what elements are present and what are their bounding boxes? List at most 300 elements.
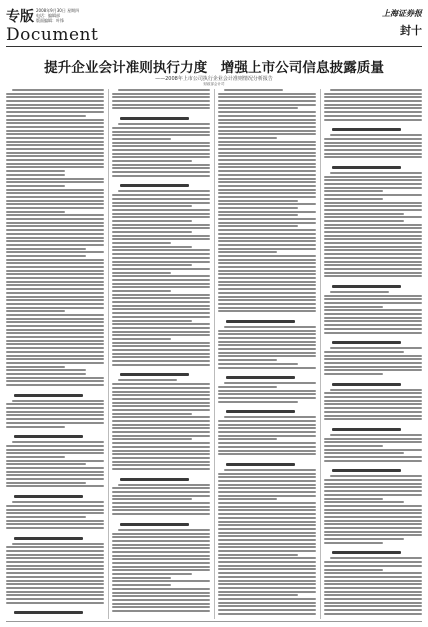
text-line-mark xyxy=(112,584,171,586)
text-line-mark xyxy=(6,196,104,198)
text-line-mark xyxy=(324,411,422,413)
text-line-mark xyxy=(6,557,104,559)
text-line-mark xyxy=(218,521,316,523)
text-line-mark xyxy=(6,460,104,462)
text-line-mark xyxy=(112,431,210,433)
text-line-mark xyxy=(218,100,316,102)
text-line-mark xyxy=(324,498,383,500)
paragraph-gap xyxy=(112,472,210,475)
text-line-mark xyxy=(218,307,316,309)
text-line-mark xyxy=(112,167,210,169)
text-line-mark xyxy=(112,540,210,542)
text-line-mark xyxy=(218,506,316,508)
text-line-mark xyxy=(324,104,422,106)
text-line-mark xyxy=(6,248,86,250)
text-line-mark xyxy=(324,523,422,525)
text-line-mark xyxy=(218,528,316,530)
text-line-mark xyxy=(218,141,316,143)
text-line-mark xyxy=(6,115,86,117)
text-line-mark xyxy=(324,261,422,263)
text-line-mark xyxy=(324,306,383,308)
text-line-mark xyxy=(112,286,210,288)
text-line-mark xyxy=(112,491,210,493)
text-line-mark xyxy=(112,257,210,259)
text-line-mark xyxy=(6,170,65,172)
text-line-mark xyxy=(112,279,210,281)
text-line-mark xyxy=(218,93,316,95)
text-line-mark xyxy=(112,238,210,240)
text-line-mark xyxy=(324,452,404,454)
text-line-mark xyxy=(218,155,316,157)
text-line-mark xyxy=(324,483,422,485)
text-line-mark xyxy=(218,337,316,339)
text-line-mark xyxy=(218,266,316,268)
masthead xyxy=(6,6,422,46)
text-line-mark xyxy=(218,535,316,537)
text-line-mark xyxy=(218,244,316,246)
text-line-mark xyxy=(6,299,104,301)
footer-divider xyxy=(6,621,422,622)
text-line-mark xyxy=(218,126,316,128)
text-line-mark xyxy=(218,341,316,343)
text-line-mark xyxy=(330,89,422,91)
section-heading-mark xyxy=(120,117,189,120)
text-line-mark xyxy=(324,253,422,255)
text-line-mark xyxy=(112,246,192,248)
text-line-mark xyxy=(218,137,277,139)
text-line-mark xyxy=(324,580,422,582)
text-line-mark xyxy=(324,358,422,360)
text-line-mark xyxy=(118,123,210,125)
text-line-mark xyxy=(218,163,316,165)
text-line-mark xyxy=(6,336,104,338)
text-line-mark xyxy=(218,211,316,213)
text-line-mark xyxy=(6,111,104,113)
text-line-mark xyxy=(6,225,104,227)
text-line-mark xyxy=(224,382,316,384)
text-line-mark xyxy=(324,396,422,398)
section-heading-mark xyxy=(14,537,83,540)
text-line-mark xyxy=(112,402,210,404)
text-line-mark xyxy=(112,427,210,429)
text-line-mark xyxy=(218,517,316,519)
text-line-mark xyxy=(6,422,104,424)
text-line-mark xyxy=(324,198,383,200)
text-line-mark xyxy=(224,469,316,471)
text-line-mark xyxy=(112,235,210,237)
text-line-mark xyxy=(112,588,210,590)
text-line-mark xyxy=(112,334,210,336)
paragraph-gap xyxy=(112,111,210,114)
text-line-mark xyxy=(112,261,210,263)
text-line-mark xyxy=(112,231,192,233)
text-line-mark xyxy=(330,347,422,349)
text-line-mark xyxy=(6,445,104,447)
text-line-mark xyxy=(6,214,104,216)
text-line-mark xyxy=(112,264,192,266)
text-line-mark xyxy=(112,272,171,274)
text-line-mark xyxy=(112,495,210,497)
text-line-mark xyxy=(224,416,316,418)
text-line-mark xyxy=(218,484,316,486)
text-line-mark xyxy=(6,163,104,165)
text-line-mark xyxy=(6,126,104,128)
text-line-mark xyxy=(218,200,298,202)
text-line-mark xyxy=(324,542,383,544)
text-line-mark xyxy=(6,516,86,518)
text-line-mark xyxy=(224,89,283,91)
text-column-1 xyxy=(6,89,104,619)
text-line-mark xyxy=(218,420,316,422)
text-line-mark xyxy=(6,240,104,242)
text-line-mark xyxy=(6,362,104,364)
text-line-mark xyxy=(324,268,422,270)
text-line-mark xyxy=(112,405,210,407)
text-line-mark xyxy=(324,569,383,571)
text-line-mark xyxy=(6,233,104,235)
text-line-mark xyxy=(330,475,422,477)
text-line-mark xyxy=(112,487,210,489)
text-line-mark xyxy=(324,400,422,402)
text-line-mark xyxy=(218,550,316,552)
text-line-mark xyxy=(112,562,210,564)
text-line-mark xyxy=(112,558,210,560)
text-line-mark xyxy=(112,213,210,215)
text-line-mark xyxy=(112,294,210,296)
text-line-mark xyxy=(6,384,104,386)
text-column-4 xyxy=(324,89,422,619)
text-line-mark xyxy=(6,133,104,135)
text-line-mark xyxy=(112,544,210,546)
text-line-mark xyxy=(6,512,104,514)
text-line-mark xyxy=(330,434,422,436)
text-line-mark xyxy=(324,213,404,215)
paragraph-gap xyxy=(324,545,422,548)
text-line-mark xyxy=(324,257,422,259)
text-line-mark xyxy=(218,229,316,231)
paragraph-gap xyxy=(324,463,422,466)
text-line-mark xyxy=(324,187,422,189)
text-line-mark xyxy=(6,414,104,416)
text-line-mark xyxy=(112,599,210,601)
text-line-mark xyxy=(218,292,316,294)
text-line-mark xyxy=(112,398,210,400)
text-line-mark xyxy=(324,111,422,113)
section-heading-mark xyxy=(332,166,401,169)
text-line-mark xyxy=(6,358,104,360)
text-line-mark xyxy=(324,235,422,237)
text-line-mark xyxy=(324,512,422,514)
text-line-mark xyxy=(112,145,210,147)
section-title: Document xyxy=(6,25,99,45)
text-line-mark xyxy=(218,565,316,567)
text-line-mark xyxy=(6,403,104,405)
masthead-right xyxy=(332,6,422,46)
text-line-mark xyxy=(218,502,316,504)
text-line-mark xyxy=(112,312,210,314)
text-line-mark xyxy=(324,298,422,300)
text-line-mark xyxy=(218,367,316,369)
section-heading-mark xyxy=(226,320,295,323)
text-line-mark xyxy=(324,227,422,229)
text-line-mark xyxy=(6,244,104,246)
text-line-mark xyxy=(6,463,86,465)
text-line-mark xyxy=(112,573,192,575)
text-line-mark xyxy=(112,603,210,605)
text-line-mark xyxy=(324,190,383,192)
paragraph-gap xyxy=(6,531,104,534)
text-line-mark xyxy=(112,275,210,277)
text-line-mark xyxy=(324,100,422,102)
text-line-mark xyxy=(112,551,210,553)
text-line-mark xyxy=(6,366,65,368)
paragraph-gap xyxy=(218,314,316,317)
text-line-mark xyxy=(6,329,104,331)
text-line-mark xyxy=(218,355,316,357)
text-line-mark xyxy=(112,327,210,329)
masthead-divider xyxy=(6,46,422,47)
text-line-mark xyxy=(6,565,104,567)
section-heading-mark xyxy=(226,376,295,379)
text-line-mark xyxy=(218,237,316,239)
text-line-mark xyxy=(324,415,422,417)
text-line-mark xyxy=(112,592,210,594)
text-line-mark xyxy=(324,156,422,158)
text-line-mark xyxy=(324,194,422,196)
text-line-mark xyxy=(118,379,177,381)
text-line-mark xyxy=(218,299,316,301)
text-line-mark xyxy=(218,450,316,452)
text-line-mark xyxy=(112,610,210,612)
text-line-mark xyxy=(218,498,277,500)
text-line-mark xyxy=(330,557,422,559)
text-line-mark xyxy=(12,501,104,503)
text-line-mark xyxy=(112,566,210,568)
text-line-mark xyxy=(324,355,422,357)
text-line-mark xyxy=(324,309,422,311)
text-line-mark xyxy=(218,576,316,578)
text-line-mark xyxy=(112,464,210,466)
text-line-mark xyxy=(324,231,422,233)
text-line-mark xyxy=(324,598,422,600)
text-line-mark xyxy=(324,176,422,178)
text-line-mark xyxy=(218,390,316,392)
text-line-mark xyxy=(218,363,298,365)
text-line-mark xyxy=(112,100,210,102)
text-line-mark xyxy=(112,502,210,504)
text-column-3 xyxy=(218,89,316,619)
text-line-mark xyxy=(112,577,171,579)
text-line-mark xyxy=(324,242,422,244)
text-line-mark xyxy=(218,438,277,440)
text-line-mark xyxy=(6,340,104,342)
text-line-mark xyxy=(218,561,316,563)
text-line-mark xyxy=(6,347,104,349)
text-line-mark xyxy=(12,543,104,545)
text-line-mark xyxy=(324,572,422,574)
text-line-mark xyxy=(218,196,316,198)
text-line-mark xyxy=(112,498,192,500)
text-line-mark xyxy=(6,141,104,143)
text-line-mark xyxy=(324,509,422,511)
text-line-mark xyxy=(112,227,210,229)
text-line-mark xyxy=(112,242,171,244)
article-body xyxy=(6,89,422,619)
text-line-mark xyxy=(6,380,104,382)
text-line-mark xyxy=(6,554,104,556)
text-line-mark xyxy=(324,272,422,274)
text-line-mark xyxy=(324,494,422,496)
text-line-mark xyxy=(6,580,104,582)
issue-meta-line: 电话：编辑部 xyxy=(36,13,60,18)
paragraph-gap xyxy=(6,489,104,492)
text-line-mark xyxy=(218,148,316,150)
text-line-mark xyxy=(6,93,104,95)
text-line-mark xyxy=(218,487,316,489)
text-line-mark xyxy=(112,338,171,340)
text-line-mark xyxy=(112,160,192,162)
text-line-mark xyxy=(6,314,104,316)
text-line-mark xyxy=(6,192,104,194)
text-line-mark xyxy=(6,505,104,507)
text-line-mark xyxy=(218,159,316,161)
text-line-mark xyxy=(6,325,104,327)
paragraph-gap xyxy=(324,160,422,163)
text-line-mark xyxy=(112,149,210,151)
text-line-mark xyxy=(218,104,316,106)
text-line-mark xyxy=(6,266,104,268)
paragraph-gap xyxy=(324,422,422,425)
text-line-mark xyxy=(112,533,210,535)
text-line-mark xyxy=(218,115,316,117)
text-line-mark xyxy=(218,587,316,589)
text-line-mark xyxy=(6,159,104,161)
text-line-mark xyxy=(6,288,104,290)
text-line-mark xyxy=(218,348,316,350)
text-line-mark xyxy=(112,438,192,440)
text-line-mark xyxy=(218,273,316,275)
article-byline: 财政部会计司 xyxy=(203,82,225,86)
text-line-mark xyxy=(112,297,210,299)
text-line-mark xyxy=(112,175,210,177)
text-line-mark xyxy=(6,174,65,176)
text-line-mark xyxy=(6,211,65,213)
text-line-mark xyxy=(112,194,210,196)
text-line-mark xyxy=(324,418,422,420)
text-line-mark xyxy=(218,119,316,121)
text-line-mark xyxy=(218,605,316,607)
text-line-mark xyxy=(218,546,316,548)
text-line-mark xyxy=(324,479,422,481)
text-line-mark xyxy=(6,96,104,98)
text-line-mark xyxy=(324,403,422,405)
text-line-mark xyxy=(218,333,316,335)
text-line-mark xyxy=(6,478,104,480)
text-line-mark xyxy=(218,554,298,556)
text-line-mark xyxy=(324,238,422,240)
text-line-mark xyxy=(324,220,404,222)
text-line-mark xyxy=(324,501,404,503)
text-line-mark xyxy=(6,343,104,345)
text-line-mark xyxy=(224,326,316,328)
issue-meta-line: 版面编辑：叶锋 xyxy=(36,18,64,23)
text-line-mark xyxy=(118,529,210,531)
text-line-mark xyxy=(218,446,316,448)
text-line-mark xyxy=(324,138,422,140)
text-line-mark xyxy=(218,572,316,574)
page-number: 封十 xyxy=(400,24,422,37)
text-line-mark xyxy=(218,203,316,205)
text-line-mark xyxy=(218,248,316,250)
text-line-mark xyxy=(218,543,316,545)
text-line-mark xyxy=(112,349,210,351)
text-line-mark xyxy=(112,331,210,333)
text-line-mark xyxy=(218,352,316,354)
text-line-mark xyxy=(324,313,422,315)
text-line-mark xyxy=(218,495,316,497)
text-line-mark xyxy=(324,295,422,297)
text-line-mark xyxy=(112,442,210,444)
text-line-mark xyxy=(6,407,104,409)
text-line-mark xyxy=(112,138,171,140)
text-line-mark xyxy=(218,181,316,183)
text-line-mark xyxy=(218,513,316,515)
text-line-mark xyxy=(218,532,316,534)
text-line-mark xyxy=(218,609,316,611)
text-line-mark xyxy=(112,580,210,582)
text-line-mark xyxy=(6,572,104,574)
section-heading-mark xyxy=(14,611,83,614)
text-line-mark xyxy=(6,303,104,305)
text-line-mark xyxy=(112,457,210,459)
text-line-mark xyxy=(112,205,192,207)
text-line-mark xyxy=(12,441,104,443)
text-line-mark xyxy=(324,594,422,596)
text-line-mark xyxy=(112,413,192,415)
text-line-mark xyxy=(6,546,104,548)
text-line-mark xyxy=(218,613,316,615)
text-line-mark xyxy=(112,283,210,285)
text-line-mark xyxy=(6,270,104,272)
text-line-mark xyxy=(218,130,316,132)
paragraph-gap xyxy=(324,279,422,282)
text-line-mark xyxy=(6,485,104,487)
text-line-mark xyxy=(112,323,210,325)
text-line-mark xyxy=(112,308,210,310)
text-line-mark xyxy=(218,255,316,257)
text-line-mark xyxy=(112,555,210,557)
text-line-mark xyxy=(324,362,422,364)
text-line-mark xyxy=(6,449,104,451)
text-line-mark xyxy=(6,373,86,375)
text-line-mark xyxy=(112,461,210,463)
text-line-mark xyxy=(6,482,86,484)
text-line-mark xyxy=(118,190,210,192)
text-line-mark xyxy=(112,424,210,426)
text-line-mark xyxy=(218,284,316,286)
text-line-mark xyxy=(218,524,316,526)
text-line-mark xyxy=(6,137,104,139)
text-line-mark xyxy=(324,602,422,604)
text-line-mark xyxy=(6,148,104,150)
text-line-mark xyxy=(6,155,104,157)
text-line-mark xyxy=(324,107,422,109)
text-line-mark xyxy=(324,183,422,185)
text-line-mark xyxy=(112,509,210,511)
text-line-mark xyxy=(218,240,316,242)
section-heading-mark xyxy=(332,285,401,288)
text-line-mark xyxy=(324,565,422,567)
